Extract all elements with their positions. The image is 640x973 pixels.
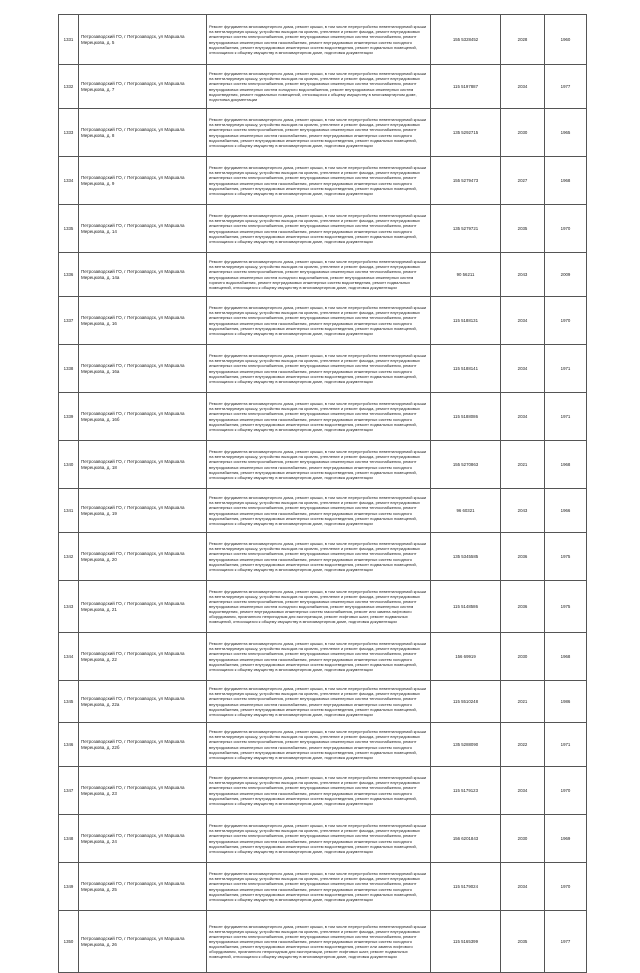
row-number-cell: 1346 — [59, 723, 79, 767]
address-cell: Петрозаводский ГО, г Петрозаводск, ул Маршала Мерецкова, д. 21 — [79, 581, 207, 633]
table-row — [59, 441, 587, 489]
row-number-cell: 1343 — [59, 581, 79, 633]
table-row — [59, 723, 587, 767]
works-description-cell: Ремонт фундамента многоквартирного дома, ремонт крыши, в том числе переустройство невентилируемой крыши на вентилируемую крышу, устройство выходов на кровлю, утепление и ремонт фасада, ремонт внутридомовых инженерных систем электроснабжения, ремонт внутридомовых инженерных систем теплоснабжения, ремонт внутридомовых инженерных систем холодного водоснабжения, ремонт внутридомовых инженерных систем водоотведения, ремонт подвальных помещений, относящихся к общему имуществу в многоквартирном доме, подготовка документации — [207, 65, 431, 109]
address-cell: Петрозаводский ГО, г Петрозаводск, ул Маршала Мерецкова, д. 26 — [79, 911, 207, 973]
planned-year-cell: 2030 — [501, 109, 545, 157]
year-built-cell: 1968 — [545, 157, 587, 205]
area-cell: 156 6201843 — [431, 815, 501, 863]
area-cell: 135 5279721 — [431, 205, 501, 253]
planned-year-cell: 2030 — [501, 815, 545, 863]
row-number-cell: 1344 — [59, 633, 79, 681]
address-cell: Петрозаводский ГО, г Петрозаводск, ул Маршала Мерецкова, д. 16а — [79, 345, 207, 393]
row-number-cell: 1332 — [59, 65, 79, 109]
area-cell: 115 5510248 — [431, 681, 501, 723]
row-number-cell: 1337 — [59, 297, 79, 345]
capital-repair-table — [58, 14, 587, 973]
row-number-cell: 1336 — [59, 253, 79, 297]
row-number-cell: 1345 — [59, 681, 79, 723]
address-cell: Петрозаводский ГО, г Петрозаводск, ул Маршала Мерецкова, д. 23 — [79, 767, 207, 815]
table-row — [59, 767, 587, 815]
planned-year-cell: 2035 — [501, 205, 545, 253]
address-cell: Петрозаводский ГО, г Петрозаводск, ул Маршала Мерецкова, д. 22а — [79, 681, 207, 723]
area-cell: 90 56211 — [431, 253, 501, 297]
address-cell: Петрозаводский ГО, г Петрозаводск, ул Маршала Мерецкова, д. 19 — [79, 489, 207, 533]
works-description-cell: Ремонт фундамента многоквартирного дома, ремонт крыши, в том числе переустройство невентилируемой крыши на вентилируемую крышу, устройство выходов на кровлю, утепление и ремонт фасада, ремонт внутридомовых инженерных систем электроснабжения, ремонт внутридомовых инженерных систем теплоснабжения, ремонт внутридомовых инженерных систем газоснабжения, ремонт внутридомовых инженерных систем холодного водоснабжения, ремонт внутридомовых инженерных систем водоотведения, ремонт подвальных помещений, относящихся к общему имуществу в многоквартирном доме, подготовка документации — [207, 345, 431, 393]
works-description-cell: Ремонт фундамента многоквартирного дома, ремонт крыши, в том числе переустройство невентилируемой крыши на вентилируемую крышу, устройство выходов на кровлю, утепление и ремонт фасада, ремонт внутридомовых инженерных систем электроснабжения, ремонт внутридомовых инженерных систем теплоснабжения, ремонт внутридомовых инженерных систем газоснабжения, ремонт внутридомовых инженерных систем холодного водоснабжения, ремонт внутридомовых инженерных систем водоотведения, ремонт подвальных помещений, относящихся к общему имуществу в многоквартирном доме, подготовка документации — [207, 863, 431, 911]
table-row — [59, 393, 587, 441]
works-description-cell: Ремонт фундамента многоквартирного дома, ремонт крыши, в том числе переустройство невентилируемой крыши на вентилируемую крышу, устройство выходов на кровлю, утепление и ремонт фасада, ремонт внутридомовых инженерных систем электроснабжения, ремонт внутридомовых инженерных систем теплоснабжения, ремонт внутридомовых инженерных систем газоснабжения, ремонт внутридомовых инженерных систем холодного водоснабжения, ремонт внутридомовых инженерных систем водоотведения, ремонт подвальных помещений, относящихся к общему имуществу в многоквартирном доме, подготовка документации — [207, 393, 431, 441]
planned-year-cell: 2034 — [501, 863, 545, 911]
year-built-cell: 1986 — [545, 681, 587, 723]
year-built-cell: 1968 — [545, 633, 587, 681]
row-number-cell: 1339 — [59, 393, 79, 441]
address-cell: Петрозаводский ГО, г Петрозаводск, ул Маршала Мерецкова, д. 18 — [79, 441, 207, 489]
table-row — [59, 863, 587, 911]
planned-year-cell: 2036 — [501, 533, 545, 581]
address-cell: Петрозаводский ГО, г Петрозаводск, ул Маршала Мерецкова, д. 8 — [79, 109, 207, 157]
planned-year-cell: 2036 — [501, 581, 545, 633]
works-description-cell: Ремонт фундамента многоквартирного дома, ремонт крыши, в том числе переустройство невентилируемой крыши на вентилируемую крышу, устройство выходов на кровлю, утепление и ремонт фасада, ремонт внутридомовых инженерных систем электроснабжения, ремонт внутридомовых инженерных систем теплоснабжения, ремонт внутридомовых инженерных систем газоснабжения, ремонт внутридомовых инженерных систем холодного водоснабжения, ремонт внутридомовых инженерных систем водоотведения, ремонт подвальных помещений, относящихся к общему имуществу в многоквартирном доме, подготовка документации — [207, 205, 431, 253]
area-cell: 115 5179024 — [431, 863, 501, 911]
area-cell: 135 5345585 — [431, 533, 501, 581]
address-cell: Петрозаводский ГО, г Петрозаводск, ул Маршала Мерецкова, д. 16б — [79, 393, 207, 441]
year-built-cell: 1970 — [545, 767, 587, 815]
area-cell: 96 60321 — [431, 489, 501, 533]
year-built-cell: 2009 — [545, 253, 587, 297]
row-number-cell: 1348 — [59, 815, 79, 863]
address-cell: Петрозаводский ГО, г Петрозаводск, ул Маршала Мерецкова, д. 9 — [79, 157, 207, 205]
year-built-cell: 1968 — [545, 441, 587, 489]
area-cell: 155 5270863 — [431, 441, 501, 489]
year-built-cell: 1975 — [545, 533, 587, 581]
table-row — [59, 911, 587, 973]
works-description-cell: Ремонт фундамента многоквартирного дома, ремонт крыши, в том числе переустройство невентилируемой крыши на вентилируемую крышу, устройство выходов на кровлю, утепление и ремонт фасада, ремонт внутридомовых инженерных систем электроснабжения, ремонт внутридомовых инженерных систем теплоснабжения, ремонт внутридомовых инженерных систем холодного водоснабжения, ремонт внутридомовых инженерных систем водоотведения, ремонт внутридомовых инженерных систем газоснабжения, ремонт или замена лифтового оборудования, признанного непригодным для эксплуатации, ремонт лифтовых шахт, ремонт подвальных помещений, относящихся к общему имуществу в многоквартирном доме, подготовка документации — [207, 581, 431, 633]
area-cell: 115 5165399 — [431, 911, 501, 973]
address-cell: Петрозаводский ГО, г Петрозаводск, ул Маршала Мерецкова, д. 22 — [79, 633, 207, 681]
year-built-cell: 1977 — [545, 911, 587, 973]
row-number-cell: 1334 — [59, 157, 79, 205]
area-cell: 115 5188131 — [431, 297, 501, 345]
row-number-cell: 1347 — [59, 767, 79, 815]
works-description-cell: Ремонт фундамента многоквартирного дома, ремонт крыши, в том числе переустройство невентилируемой крыши на вентилируемую крышу, устройство выходов на кровлю, утепление и ремонт фасада, ремонт внутридомовых инженерных систем электроснабжения, ремонт внутридомовых инженерных систем теплоснабжения, ремонт внутридомовых инженерных систем газоснабжения, ремонт внутридомовых инженерных систем холодного водоснабжения, ремонт внутридомовых инженерных систем водоотведения, ремонт подвальных помещений, относящихся к общему имуществу в многоквартирном доме, подготовка документации — [207, 441, 431, 489]
area-cell: 115 5188141 — [431, 345, 501, 393]
year-built-cell: 1971 — [545, 345, 587, 393]
year-built-cell: 1977 — [545, 65, 587, 109]
table-row — [59, 681, 587, 723]
area-cell: 115 5197887 — [431, 65, 501, 109]
address-cell: Петрозаводский ГО, г Петрозаводск, ул Маршала Мерецкова, д. 16 — [79, 297, 207, 345]
table-row — [59, 345, 587, 393]
year-built-cell: 1965 — [545, 109, 587, 157]
area-cell: 115 5148586 — [431, 581, 501, 633]
row-number-cell: 1333 — [59, 109, 79, 157]
area-cell: 115 5188086 — [431, 393, 501, 441]
row-number-cell: 1335 — [59, 205, 79, 253]
row-number-cell: 1331 — [59, 15, 79, 65]
works-description-cell: Ремонт фундамента многоквартирного дома, ремонт крыши, в том числе переустройство невентилируемой крыши на вентилируемую крышу, устройство выходов на кровлю, утепление и ремонт фасада, ремонт внутридомовых инженерных систем электроснабжения, ремонт внутридомовых инженерных систем теплоснабжения, ремонт внутридомовых инженерных систем газоснабжения, ремонт внутридомовых инженерных систем холодного водоснабжения, ремонт внутридомовых инженерных систем водоотведения, ремонт или замена лифтового оборудования, признанного непригодным для эксплуатации, ремонт лифтовых шахт, ремонт подвальных помещений, относящихся к общему имуществу в многоквартирном доме, подготовка документации — [207, 911, 431, 973]
row-number-cell: 1349 — [59, 863, 79, 911]
area-cell: 156 69919 — [431, 633, 501, 681]
works-description-cell: Ремонт фундамента многоквартирного дома, ремонт крыши, в том числе переустройство невентилируемой крыши на вентилируемую крышу, устройство выходов на кровлю, утепление и ремонт фасада, ремонт внутридомовых инженерных систем электроснабжения, ремонт внутридомовых инженерных систем теплоснабжения, ремонт внутридомовых инженерных систем газоснабжения, ремонт внутридомовых инженерных систем холодного водоснабжения, ремонт внутридомовых инженерных систем водоотведения, ремонт подвальных помещений, относящихся к общему имуществу в многоквартирном доме, подготовка документации — [207, 633, 431, 681]
area-cell: 135 5292715 — [431, 109, 501, 157]
works-description-cell: Ремонт фундамента многоквартирного дома, ремонт крыши, в том числе переустройство невентилируемой крыши на вентилируемую крышу, устройство выходов на кровлю, утепление и ремонт фасада, ремонт внутридомовых инженерных систем электроснабжения, ремонт внутридомовых инженерных систем теплоснабжения, ремонт внутридомовых инженерных систем газоснабжения, ремонт внутридомовых инженерных систем холодного водоснабжения, ремонт внутридомовых инженерных систем водоотведения, ремонт подвальных помещений, относящихся к общему имуществу в многоквартирном доме, подготовка документации — [207, 533, 431, 581]
works-description-cell: Ремонт фундамента многоквартирного дома, ремонт крыши, в том числе переустройство невентилируемой крыши на вентилируемую крышу, устройство выходов на кровлю, утепление и ремонт фасада, ремонт внутридомовых инженерных систем электроснабжения, ремонт внутридомовых инженерных систем теплоснабжения, ремонт внутридомовых инженерных систем холодного водоснабжения, ремонт внутридомовых инженерных систем горячего водоснабжения, ремонт внутридомовых инженерных систем водоотведения, ремонт подвальных помещений, относящихся к общему имуществу в многоквартирном доме, подготовка документации — [207, 253, 431, 297]
area-cell: 135 5288090 — [431, 723, 501, 767]
year-built-cell: 1969 — [545, 815, 587, 863]
year-built-cell: 1960 — [545, 15, 587, 65]
works-description-cell: Ремонт фундамента многоквартирного дома, ремонт крыши, в том числе переустройство невентилируемой крыши на вентилируемую крышу, устройство выходов на кровлю, утепление и ремонт фасада, ремонт внутридомовых инженерных систем электроснабжения, ремонт внутридомовых инженерных систем теплоснабжения, ремонт внутридомовых инженерных систем газоснабжения, ремонт внутридомовых инженерных систем холодного водоснабжения, ремонт внутридомовых инженерных систем водоотведения, ремонт подвальных помещений, относящихся к общему имуществу в многоквартирном доме, подготовка документации — [207, 767, 431, 815]
address-cell: Петрозаводский ГО, г Петрозаводск, ул Маршала Мерецкова, д. 14 — [79, 205, 207, 253]
works-description-cell: Ремонт фундамента многоквартирного дома, ремонт крыши, в том числе переустройство невентилируемой крыши на вентилируемую крышу, устройство выходов на кровлю, утепление и ремонт фасада, ремонт внутридомовых инженерных систем электроснабжения, ремонт внутридомовых инженерных систем теплоснабжения, ремонт внутридомовых инженерных систем газоснабжения, ремонт внутридомовых инженерных систем холодного водоснабжения, ремонт внутридомовых инженерных систем водоотведения, ремонт подвальных помещений, относящихся к общему имуществу в многоквартирном доме, подготовка документации — [207, 681, 431, 723]
planned-year-cell: 2021 — [501, 681, 545, 723]
planned-year-cell: 2034 — [501, 393, 545, 441]
table-row — [59, 297, 587, 345]
planned-year-cell: 2034 — [501, 767, 545, 815]
table-body — [59, 15, 587, 973]
table-row — [59, 205, 587, 253]
works-description-cell: Ремонт фундамента многоквартирного дома, ремонт крыши, в том числе переустройство невентилируемой крыши на вентилируемую крышу, устройство выходов на кровлю, утепление и ремонт фасада, ремонт внутридомовых инженерных систем электроснабжения, ремонт внутридомовых инженерных систем теплоснабжения, ремонт внутридомовых инженерных систем газоснабжения, ремонт внутридомовых инженерных систем холодного водоснабжения, ремонт внутридомовых инженерных систем водоотведения, ремонт подвальных помещений, относящихся к общему имуществу в многоквартирном доме, подготовка документации — [207, 157, 431, 205]
address-cell: Петрозаводский ГО, г Петрозаводск, ул Маршала Мерецкова, д. 24 — [79, 815, 207, 863]
row-number-cell: 1341 — [59, 489, 79, 533]
year-built-cell: 1966 — [545, 489, 587, 533]
works-description-cell: Ремонт фундамента многоквартирного дома, ремонт крыши, в том числе переустройство невентилируемой крыши на вентилируемую крышу, устройство выходов на кровлю, утепление и ремонт фасада, ремонт внутридомовых инженерных систем электроснабжения, ремонт внутридомовых инженерных систем теплоснабжения, ремонт внутридомовых инженерных систем газоснабжения, ремонт внутридомовых инженерных систем холодного водоснабжения, ремонт внутридомовых инженерных систем водоотведения, ремонт подвальных помещений, относящихся к общему имуществу в многоквартирном доме, подготовка документации — [207, 815, 431, 863]
works-description-cell: Ремонт фундамента многоквартирного дома, ремонт крыши, в том числе переустройство невентилируемой крыши на вентилируемую крышу, устройство выходов на кровлю, утепление и ремонт фасада, ремонт внутридомовых инженерных систем электроснабжения, ремонт внутридомовых инженерных систем теплоснабжения, ремонт внутридомовых инженерных систем газоснабжения, ремонт внутридомовых инженерных систем холодного водоснабжения, ремонт внутридомовых инженерных систем водоотведения, ремонт подвальных помещений, относящихся к общему имуществу в многоквартирном доме, подготовка документации — [207, 15, 431, 65]
table-row — [59, 109, 587, 157]
planned-year-cell: 2027 — [501, 157, 545, 205]
year-built-cell: 1970 — [545, 297, 587, 345]
planned-year-cell: 2043 — [501, 253, 545, 297]
planned-year-cell: 2021 — [501, 441, 545, 489]
row-number-cell: 1350 — [59, 911, 79, 973]
table-row — [59, 253, 587, 297]
table-row — [59, 633, 587, 681]
table-row — [59, 65, 587, 109]
planned-year-cell: 2034 — [501, 65, 545, 109]
planned-year-cell: 2022 — [501, 723, 545, 767]
planned-year-cell: 2034 — [501, 297, 545, 345]
year-built-cell: 1970 — [545, 205, 587, 253]
year-built-cell: 1975 — [545, 581, 587, 633]
address-cell: Петрозаводский ГО, г Петрозаводск, ул Маршала Мерецкова, д. 22б — [79, 723, 207, 767]
area-cell: 155 5279473 — [431, 157, 501, 205]
document-page — [58, 14, 586, 973]
table-row — [59, 815, 587, 863]
year-built-cell: 1971 — [545, 723, 587, 767]
row-number-cell: 1342 — [59, 533, 79, 581]
address-cell: Петрозаводский ГО, г Петрозаводск, ул Маршала Мерецкова, д. 20 — [79, 533, 207, 581]
works-description-cell: Ремонт фундамента многоквартирного дома, ремонт крыши, в том числе переустройство невентилируемой крыши на вентилируемую крышу, устройство выходов на кровлю, утепление и ремонт фасада, ремонт внутридомовых инженерных систем электроснабжения, ремонт внутридомовых инженерных систем теплоснабжения, ремонт внутридомовых инженерных систем газоснабжения, ремонт внутридомовых инженерных систем холодного водоснабжения, ремонт внутридомовых инженерных систем водоотведения, ремонт подвальных помещений, относящихся к общему имуществу в многоквартирном доме, подготовка документации — [207, 297, 431, 345]
area-cell: 155 5328452 — [431, 15, 501, 65]
area-cell: 115 5179123 — [431, 767, 501, 815]
planned-year-cell: 2035 — [501, 911, 545, 973]
works-description-cell: Ремонт фундамента многоквартирного дома, ремонт крыши, в том числе переустройство невентилируемой крыши на вентилируемую крышу, устройство выходов на кровлю, утепление и ремонт фасада, ремонт внутридомовых инженерных систем электроснабжения, ремонт внутридомовых инженерных систем теплоснабжения, ремонт внутридомовых инженерных систем газоснабжения, ремонт внутридомовых инженерных систем холодного водоснабжения, ремонт внутридомовых инженерных систем водоотведения, ремонт подвальных помещений, относящихся к общему имуществу в многоквартирном доме, подготовка документации — [207, 723, 431, 767]
row-number-cell: 1340 — [59, 441, 79, 489]
row-number-cell: 1338 — [59, 345, 79, 393]
table-row — [59, 157, 587, 205]
planned-year-cell: 2034 — [501, 345, 545, 393]
works-description-cell: Ремонт фундамента многоквартирного дома, ремонт крыши, в том числе переустройство невентилируемой крыши на вентилируемую крышу, устройство выходов на кровлю, утепление и ремонт фасада, ремонт внутридомовых инженерных систем электроснабжения, ремонт внутридомовых инженерных систем теплоснабжения, ремонт внутридомовых инженерных систем газоснабжения, ремонт внутридомовых инженерных систем холодного водоснабжения, ремонт внутридомовых инженерных систем водоотведения, ремонт подвальных помещений, относящихся к общему имуществу в многоквартирном доме, подготовка документации — [207, 489, 431, 533]
table-row — [59, 533, 587, 581]
table-row — [59, 15, 587, 65]
table-row — [59, 581, 587, 633]
address-cell: Петрозаводский ГО, г Петрозаводск, ул Маршала Мерецкова, д. 25 — [79, 863, 207, 911]
address-cell: Петрозаводский ГО, г Петрозаводск, ул Маршала Мерецкова, д. 5 — [79, 15, 207, 65]
planned-year-cell: 2043 — [501, 489, 545, 533]
year-built-cell: 1971 — [545, 393, 587, 441]
table-row — [59, 489, 587, 533]
year-built-cell: 1970 — [545, 863, 587, 911]
planned-year-cell: 2028 — [501, 15, 545, 65]
address-cell: Петрозаводский ГО, г Петрозаводск, ул Маршала Мерецкова, д. 7 — [79, 65, 207, 109]
works-description-cell: Ремонт фундамента многоквартирного дома, ремонт крыши, в том числе переустройство невентилируемой крыши на вентилируемую крышу, устройство выходов на кровлю, утепление и ремонт фасада, ремонт внутридомовых инженерных систем электроснабжения, ремонт внутридомовых инженерных систем теплоснабжения, ремонт внутридомовых инженерных систем газоснабжения, ремонт внутридомовых инженерных систем холодного водоснабжения, ремонт внутридомовых инженерных систем водоотведения, ремонт подвальных помещений, относящихся к общему имуществу в многоквартирном доме, подготовка документации — [207, 109, 431, 157]
planned-year-cell: 2030 — [501, 633, 545, 681]
address-cell: Петрозаводский ГО, г Петрозаводск, ул Маршала Мерецкова, д. 14а — [79, 253, 207, 297]
